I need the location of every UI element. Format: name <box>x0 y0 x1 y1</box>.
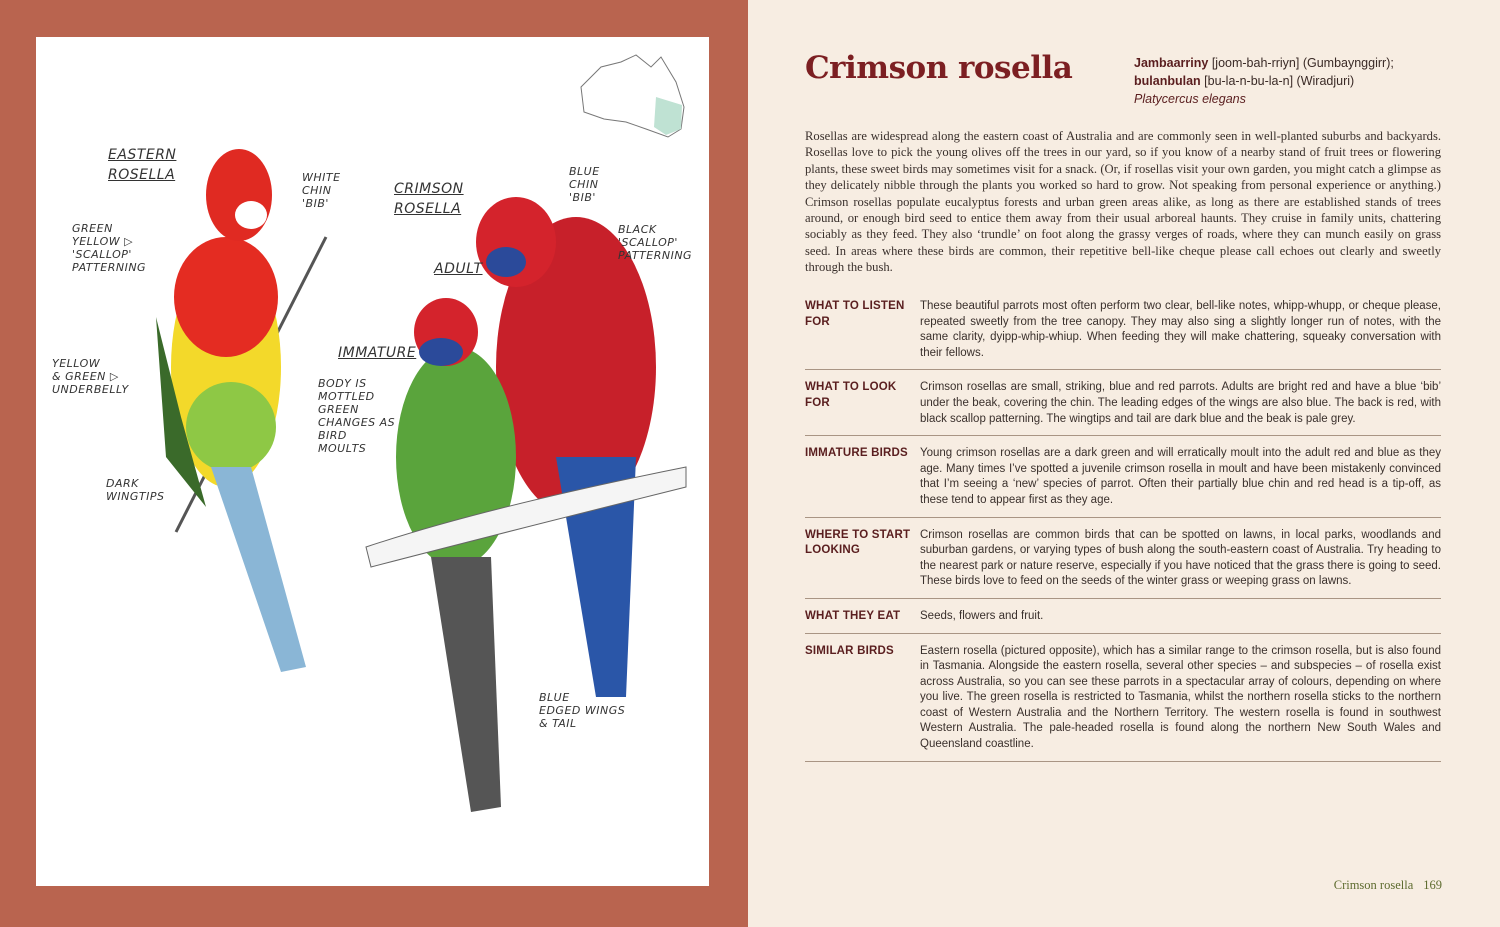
label-green-yellow-scallop: GREEN YELLOW ▷ 'SCALLOP' PATTERNING <box>72 222 147 274</box>
section-text: Young crimson rosellas are a dark green and will erratically moult into the adult red and blue as they age. Many times I’ve spotted a juvenile crimson rosella in moult and have been mistakenly convinced that I’m seeing a ‘new’ species of parrot. Often their partially blue chin and red head is a tip-off, as these tend to appear first as they age. <box>920 447 1441 506</box>
section-eat <box>805 599 1441 634</box>
section-similar <box>805 634 1441 762</box>
section-label: WHAT TO LOOK FOR <box>805 381 897 409</box>
info-sections <box>805 289 1441 762</box>
indigenous-name-1-detail: [joom-bah-rriyn] (Gumbaynggirr); <box>1208 56 1394 70</box>
section-label: WHERE TO START LOOKING <box>805 528 911 557</box>
label-immature: IMMATURE <box>338 345 417 361</box>
section-listen <box>805 289 1441 370</box>
label-crimson-rosella: CRIMSON ROSELLA <box>394 181 464 217</box>
label-eastern-rosella: EASTERN ROSELLA <box>108 147 177 183</box>
eastern-rosella-bird <box>156 149 326 672</box>
indigenous-name-1: Jambaarriny <box>1134 56 1209 70</box>
australia-map <box>581 55 684 137</box>
bird-names <box>1134 54 1394 108</box>
running-title: Crimson rosella <box>1333 878 1414 892</box>
page-number: 169 <box>1423 878 1442 892</box>
indigenous-name-2-detail: [bu-la-n-bu-la-n] (Wiradjuri) <box>1200 74 1355 88</box>
page-title: Crimson rosella <box>805 50 1073 86</box>
label-underbelly: YELLOW & GREEN ▷ UNDERBELLY <box>52 357 129 396</box>
label-adult: ADULT <box>434 261 483 277</box>
section-label: IMMATURE BIRDS <box>805 447 908 460</box>
scientific-name: Platycercus elegans <box>1134 92 1246 106</box>
indigenous-name-2: bulanbulan <box>1134 74 1201 88</box>
section-text: Crimson rosellas are small, striking, blue and red parrots. Adults are bright red and have a blue ‘bib’ under the beak, covering the chin. The leading edges of the wings are also blue. The back is red, with black scallop patterning. The wingtips and tail are dark blue and the beak is pale grey. <box>920 381 1441 425</box>
label-blue-chin: BLUE CHIN 'BIB' <box>569 165 600 204</box>
label-white-chin: WHITE CHIN 'BIB' <box>302 171 341 210</box>
text-page <box>748 0 1500 927</box>
section-label: SIMILAR BIRDS <box>805 644 894 657</box>
label-black-scallop: BLACK 'SCALLOP' PATTERNING <box>618 223 693 262</box>
section-text: Eastern rosella (pictured opposite), which has a similar range to the crimson rosella, but is also found in Tasmania. Alongside the eastern rosella, several other species – and subspecies – of rosella exist across Australia, so you can see these parrots in a spectacular array of colours, depending on where you live. The green rosella is restricted to Tasmania, whilst the northern rosella sticks to the northern coast of Western Australia and the Northern Territory. The western rosella is found in southwest Western Australia. The pale-headed rosella is found along the northern New South Wales and Queensland coastline. <box>920 644 1441 751</box>
section-look <box>805 370 1441 436</box>
section-label: WHAT THEY EAT <box>805 609 901 622</box>
label-dark-wingtips: DARK WINGTIPS <box>106 477 165 503</box>
illustration-card <box>36 37 709 886</box>
intro-paragraph: Rosellas are widespread along the eastern coast of Australia and are commonly seen in well-planted suburbs and backyards. Rosellas love to pick the young olives off the trees in our yard, so if you know of a nearby stand of fruit trees or flowering plants, these sweet birds may sometimes visit for a snack. (Or, if rosellas visit your own garden, you might catch a glimpse as they delicately nibble through the plants you worked so hard to grow. Not speaking from personal experience or anything.) Crimson rosellas populate eucalyptus forests and urban green areas alike, as long as there are established stands of trees around, or enough bird seed to entice them away from their usual arboreal haunts. They cruise in family units, chattering sociably as they feed. They also ‘trundle’ on foot along the grassy verges of roads, where they can munch easily on grass seed. In areas where these birds are common, their repetitive bell-like cheque please call echoes out clearly and sweetly through the bush. <box>805 129 1441 275</box>
section-text: These beautiful parrots most often perform two clear, bell-like notes, whipp-whupp, or cheque please, repeated sweetly from the tree canopy. They may also sing a slightly longer run of notes, with the same clarity, dyipp-whip-whiup. When feeding they will make chattering, squeaky conversation with their fellows. <box>920 300 1441 359</box>
section-text: Crimson rosellas are common birds that can be spotted on lawns, in local parks, woodlands and suburban gardens, or varying types of bush along the south-eastern coast of Australia. Try heading to the nearest park or nature reserve, especially if you have noticed that the grass there is going to seed. These birds love to feed on the seeds of the winter grass or weeping grass on lawns. <box>920 528 1441 588</box>
label-body-mottled: BODY IS MOTTLED GREEN CHANGES AS BIRD MOULTS <box>318 377 396 455</box>
section-text: Seeds, flowers and fruit. <box>920 609 1044 622</box>
section-where <box>805 518 1441 599</box>
illustration-page <box>0 0 748 927</box>
section-label: WHAT TO LISTEN FOR <box>805 300 905 328</box>
label-blue-edged-wings: BLUE EDGED WINGS & TAIL <box>539 691 626 730</box>
page-footer <box>1334 878 1442 893</box>
section-immature <box>805 436 1441 517</box>
